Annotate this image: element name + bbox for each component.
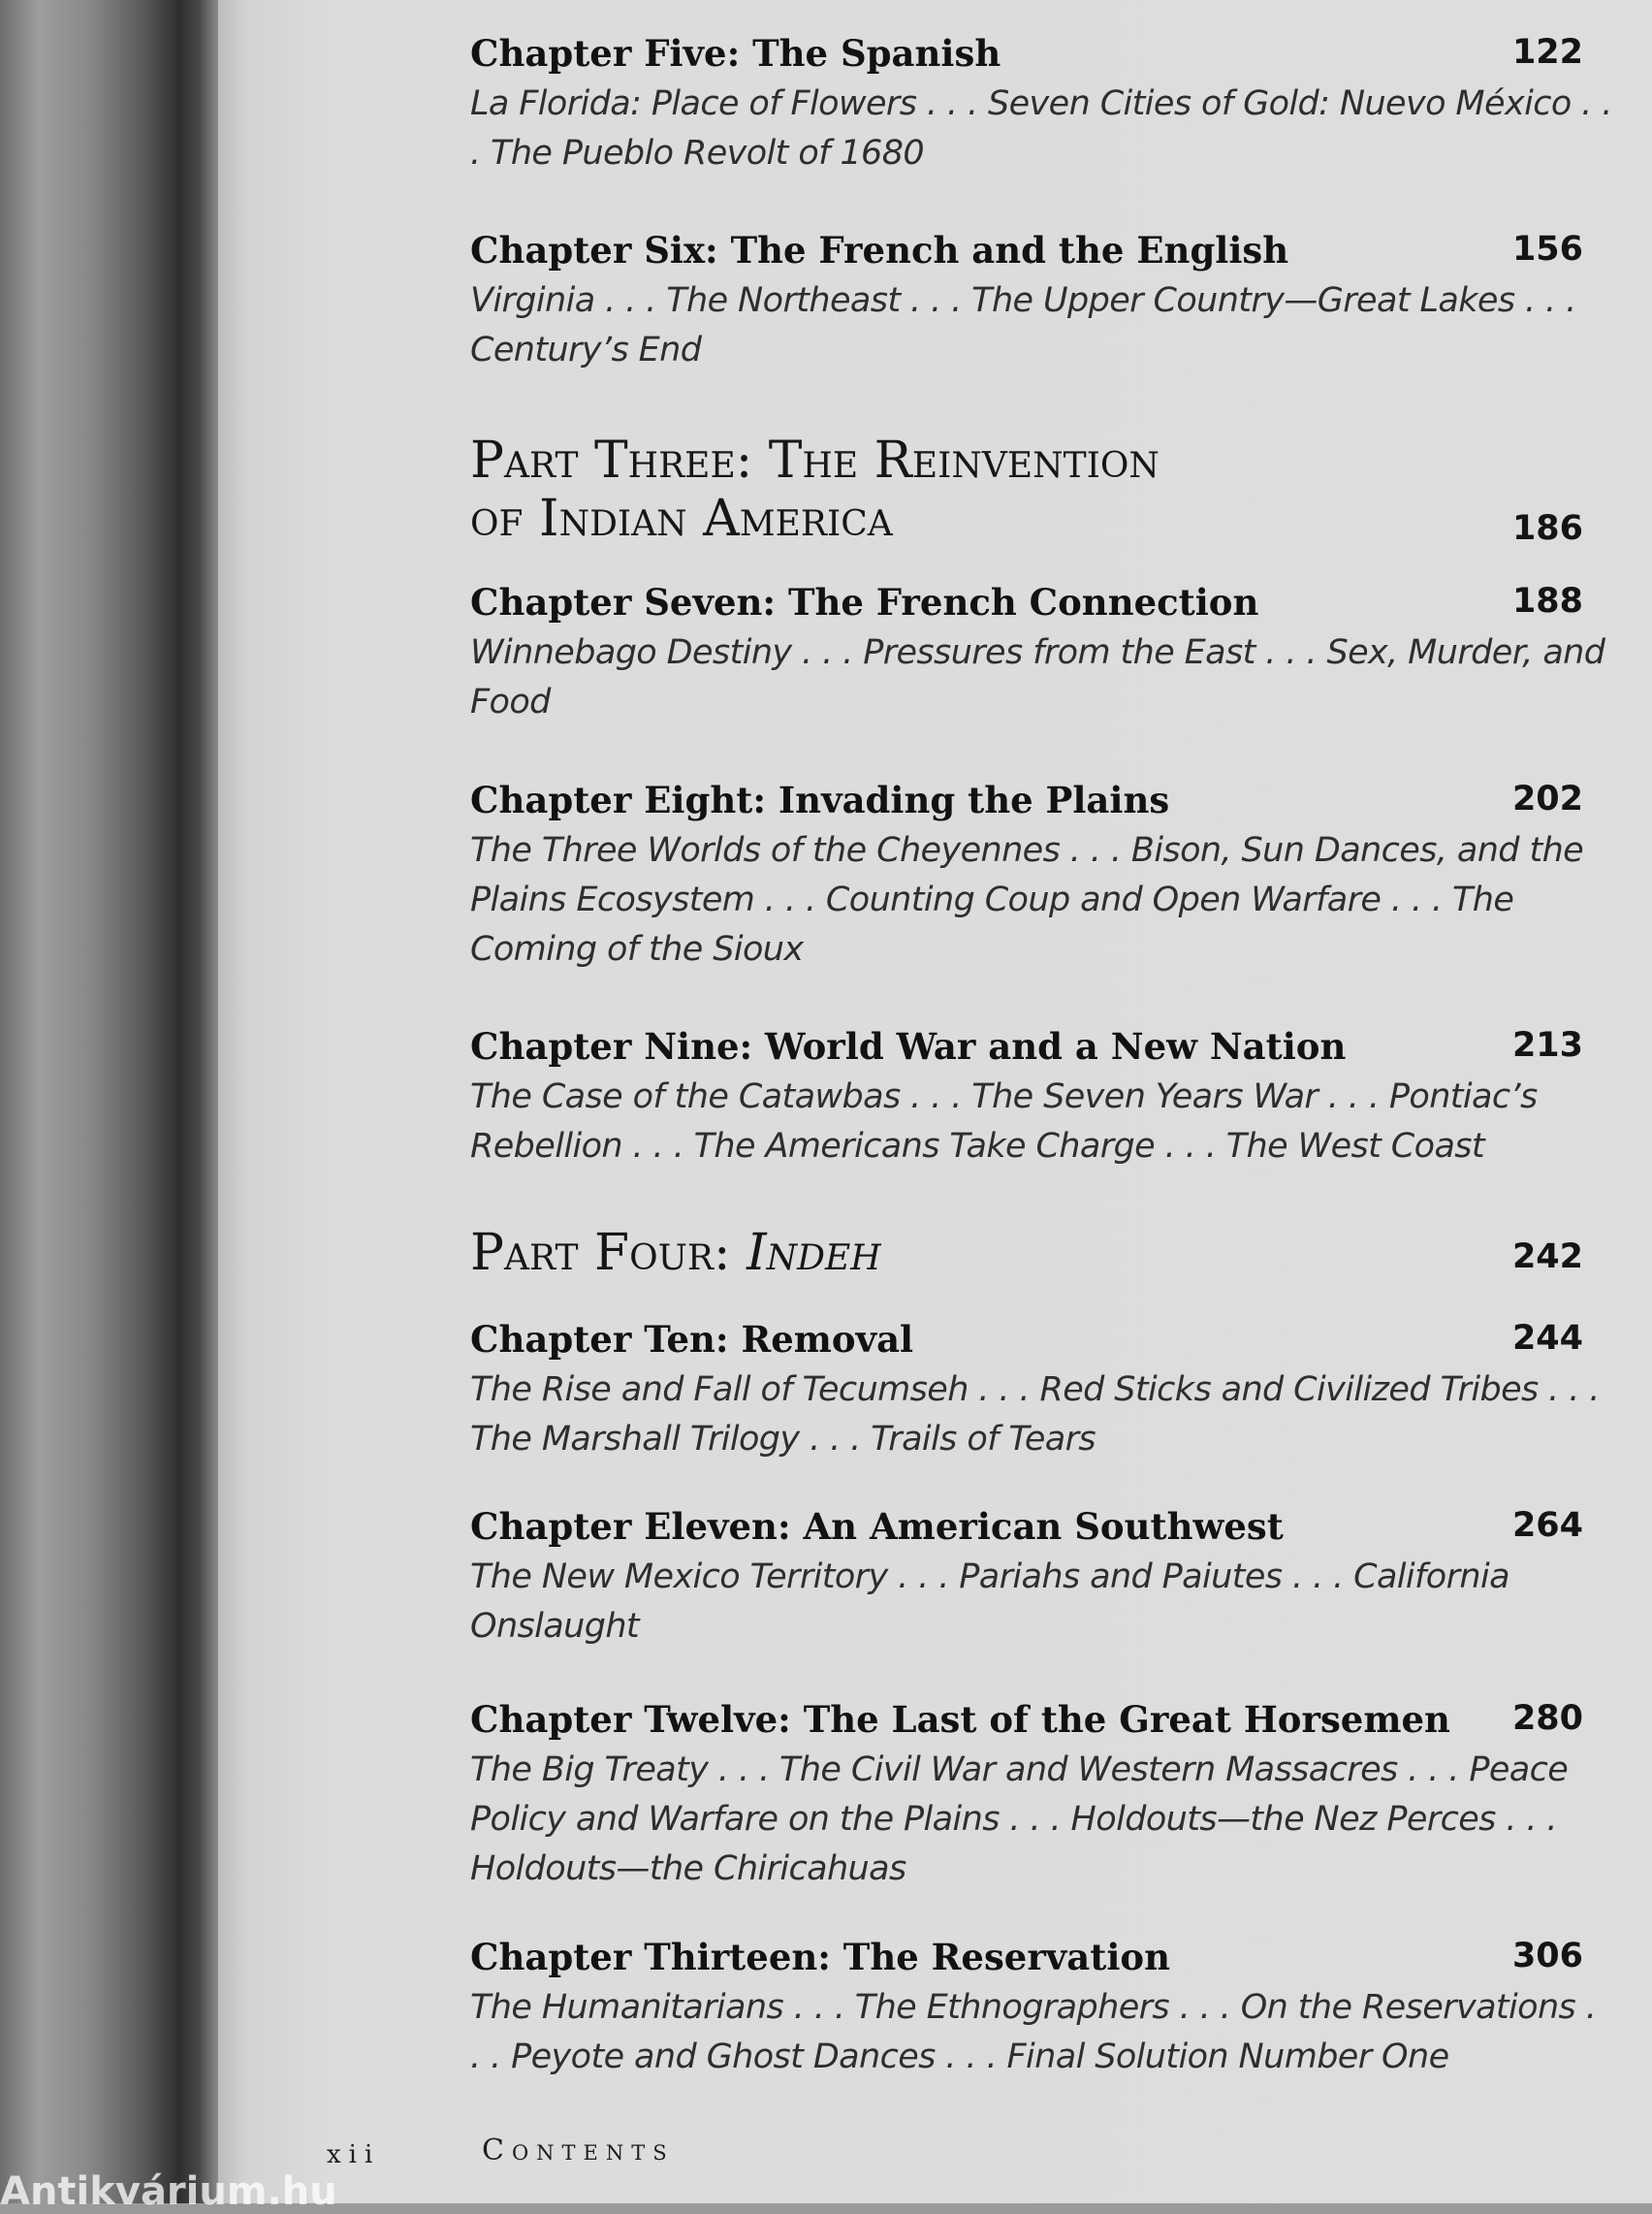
chapter-description: The Three Worlds of the Cheyennes . . . Bison, Sun Dances, and the Plains Ecosystem . . . Counting Coup and Open Warfare . . . The Coming of the Sioux — [470, 831, 1584, 969]
page-number: 213 — [1511, 1026, 1583, 1065]
chapter-title: Chapter Five: The Spanish — [470, 32, 1001, 75]
chapter-title: Chapter Seven: The French Connection — [470, 581, 1259, 624]
page-number: 280 — [1511, 1699, 1583, 1738]
toc-entry-chapter-eleven — [470, 1504, 1624, 1652]
page-number: 188 — [1511, 582, 1583, 621]
chapter-description: The New Mexico Territory . . . Pariahs and Paiutes . . . California Onslaught — [470, 1557, 1509, 1646]
toc-entry-part-four — [470, 1224, 1624, 1282]
chapter-title: Chapter Eleven: An American Southwest — [470, 1505, 1284, 1548]
page-number: 242 — [1511, 1237, 1583, 1276]
toc-entry-chapter-five — [470, 31, 1624, 178]
page-number: 244 — [1511, 1319, 1583, 1358]
watermark-logo: Antikvárium.hu — [0, 2169, 337, 2214]
chapter-description: The Big Treaty . . . The Civil War and Western Massacres . . . Peace Policy and Warfare on the Plains . . . Holdouts—the Nez Perces . . . Holdouts—the Chiricahuas — [470, 1750, 1569, 1888]
part-title — [470, 1224, 1624, 1282]
toc-entry-chapter-six — [470, 228, 1624, 375]
chapter-description: The Rise and Fall of Tecumseh . . . Red Sticks and Civilized Tribes . . . The Marshall Trilogy . . . Trails of Tears — [470, 1370, 1600, 1459]
toc-entry-chapter-eight — [470, 778, 1624, 975]
page-number: 186 — [1511, 509, 1583, 548]
chapter-description: Winnebago Destiny . . . Pressures from the East . . . Sex, Murder, and Food — [470, 633, 1605, 722]
chapter-description: The Humanitarians . . . The Ethnographers . . . On the Reservations . . . Peyote and Ghost Dances . . . Final Solution Number One — [470, 1988, 1597, 2076]
page-folio: xii — [327, 2140, 381, 2169]
part-title-line-2: of Indian America — [470, 490, 893, 548]
toc-entry-chapter-nine — [470, 1024, 1624, 1171]
running-head: Contents — [482, 2134, 675, 2167]
chapter-title: Chapter Six: The French and the English — [470, 229, 1289, 272]
toc-entry-chapter-thirteen — [470, 1935, 1624, 2082]
page-number: 122 — [1511, 33, 1583, 72]
chapter-title: Chapter Ten: Removal — [470, 1318, 914, 1361]
page-number: 156 — [1511, 230, 1583, 269]
page-number: 264 — [1511, 1506, 1583, 1545]
toc-entry-chapter-seven — [470, 580, 1624, 727]
toc-entry-chapter-twelve — [470, 1697, 1624, 1894]
chapter-title: Chapter Eight: Invading the Plains — [470, 779, 1170, 821]
chapter-description: Virginia . . . The Northeast . . . The Upper Country—Great Lakes . . . Century’s End — [470, 281, 1576, 369]
book-spine-shadow — [0, 0, 218, 2203]
chapter-title: Chapter Thirteen: The Reservation — [470, 1936, 1171, 1978]
part-title-line-1: Part Three: The Reinvention — [470, 432, 1160, 490]
chapter-title: Chapter Twelve: The Last of the Great Horsemen — [470, 1698, 1450, 1741]
page-number: 202 — [1511, 780, 1583, 818]
page-number: 306 — [1511, 1937, 1583, 1975]
chapter-description: The Case of the Catawbas . . . The Seven Years War . . . Pontiac’s Rebellion . . . The Americans Take Charge . . . The West Coast — [470, 1077, 1538, 1166]
part-title-prefix: Part Four: — [470, 1224, 747, 1282]
chapter-description: La Florida: Place of Flowers . . . Seven Cities of Gold: Nuevo México . . . The Pueblo Revolt of 1680 — [470, 84, 1612, 173]
toc-entry-chapter-ten — [470, 1317, 1624, 1464]
chapter-title: Chapter Nine: World War and a New Nation — [470, 1025, 1347, 1068]
toc-entry-part-three — [470, 432, 1624, 548]
part-title-italic: Indeh — [747, 1224, 881, 1282]
